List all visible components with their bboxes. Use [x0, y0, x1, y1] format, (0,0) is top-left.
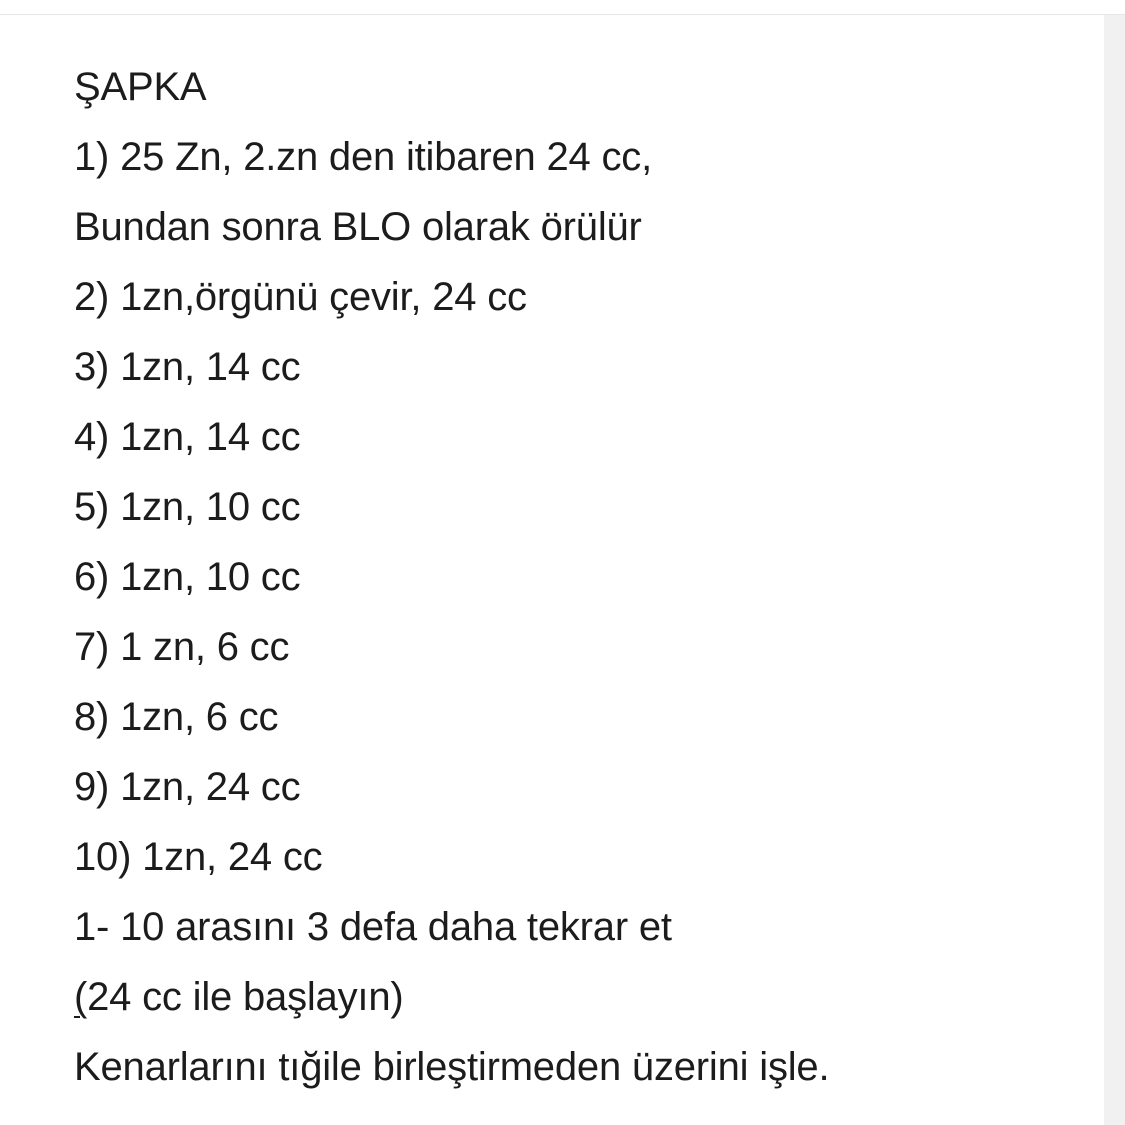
instruction-line: Bundan sonra BLO olarak örülür [74, 205, 642, 249]
page-title: ŞAPKA [74, 65, 207, 109]
instruction-line: 7) 1 zn, 6 cc [74, 625, 290, 669]
top-divider [0, 14, 1125, 15]
final-instruction-line: Kenarlarını tığile birleştirmeden üzerini işle. [74, 1045, 830, 1089]
document-body [74, 52, 1074, 1102]
note-text: 24 cc ile başlayın) [87, 975, 404, 1019]
note-line [74, 962, 1074, 1032]
instruction-line: 2) 1zn,örgünü çevir, 24 cc [74, 275, 527, 319]
instruction-line: 9) 1zn, 24 cc [74, 765, 301, 809]
scrollbar[interactable] [1104, 15, 1125, 1125]
instruction-line: 3) 1zn, 14 cc [74, 345, 301, 389]
instruction-line: 1) 25 Zn, 2.zn den itibaren 24 cc, [74, 135, 652, 179]
instruction-line: 4) 1zn, 14 cc [74, 415, 301, 459]
instruction-line: 10) 1zn, 24 cc [74, 835, 323, 879]
instruction-line: 8) 1zn, 6 cc [74, 695, 279, 739]
note-open-paren: ( [74, 975, 88, 1019]
instruction-line: 1- 10 arasını 3 defa daha tekrar et [74, 905, 672, 949]
instruction-line: 6) 1zn, 10 cc [74, 555, 301, 599]
instruction-line: 5) 1zn, 10 cc [74, 485, 301, 529]
